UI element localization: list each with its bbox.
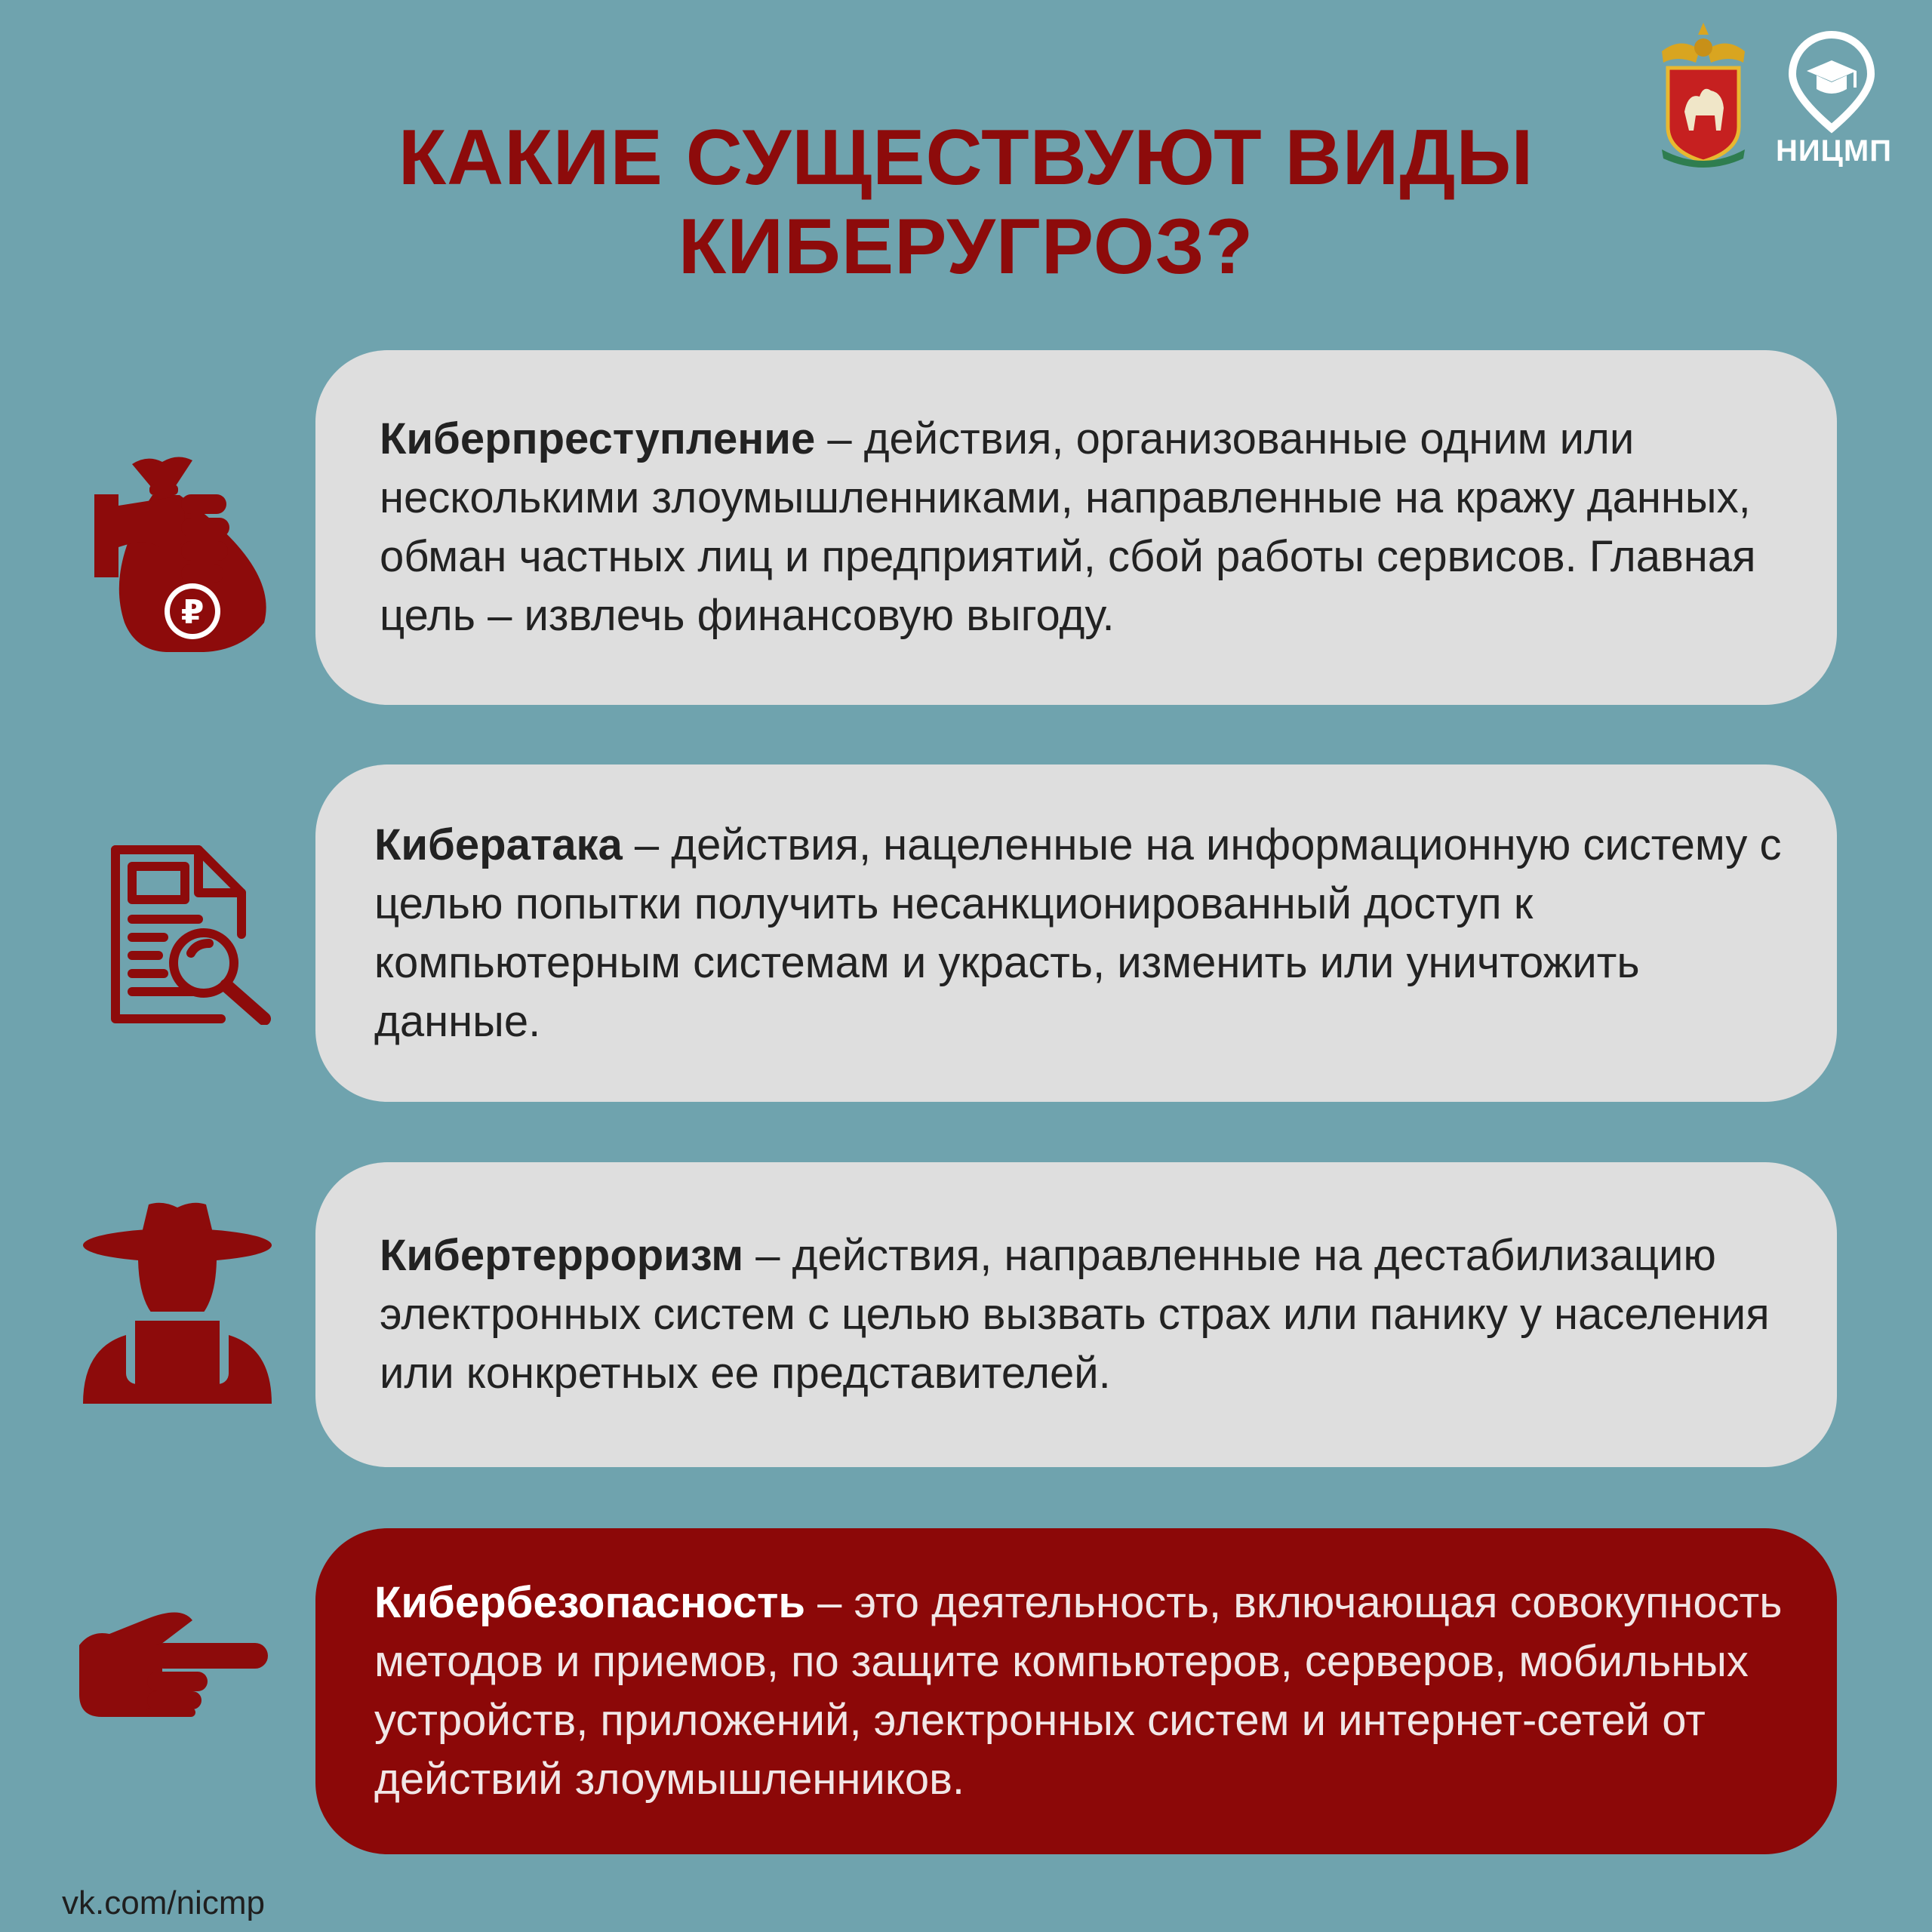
nicmp-logo bbox=[1760, 29, 1903, 180]
hand-money-bag-ruble-icon bbox=[91, 453, 272, 657]
card-cybersecurity bbox=[315, 1528, 1837, 1854]
term-label: Кибератака bbox=[374, 820, 623, 869]
card-cyberattack bbox=[315, 764, 1837, 1102]
hacker-laptop-icon bbox=[79, 1198, 275, 1404]
page-title bbox=[226, 113, 1706, 291]
card-text bbox=[380, 1226, 1792, 1403]
term-label: Кибертерроризм bbox=[380, 1231, 744, 1280]
nicmp-label: НИЦМП bbox=[1776, 134, 1892, 168]
police-coat-of-arms-icon bbox=[1654, 21, 1752, 172]
svg-text:₽: ₽ bbox=[180, 593, 205, 632]
card-cybercrime bbox=[315, 350, 1837, 705]
title-line-1: КАКИЕ СУЩЕСТВУЮТ ВИДЫ bbox=[398, 114, 1534, 202]
location-pin-graduation-cap-icon bbox=[1760, 29, 1903, 134]
pointing-hand-icon bbox=[79, 1604, 268, 1717]
definition-text: – это деятельность, включающая совокупность методов и приемов, по защите компьютеров, серверов, мобильных устройств, приложений, электронных систем и интернет-сетей от действий злоумышленников. bbox=[374, 1578, 1783, 1804]
card-text bbox=[374, 816, 1792, 1051]
card-cyberterrorism bbox=[315, 1162, 1837, 1467]
definition-text: – действия, направленные на дестабилизацию электронных систем с целью вызвать страх или панику у населения или конкретных ее представителей. bbox=[380, 1231, 1770, 1398]
document-magnifier-icon bbox=[109, 844, 279, 1025]
definition-text: – действия, нацеленные на информационную систему с целью попытки получить несанкционированный доступ к компьютерным системам и украсть, изменить или уничтожить данные. bbox=[374, 820, 1782, 1046]
term-label: Кибербезопасность bbox=[374, 1578, 806, 1627]
card-text bbox=[374, 1574, 1792, 1809]
footer-link[interactable]: vk.com/nicmp bbox=[62, 1884, 265, 1921]
title-line-2: КИБЕРУГРОЗ? bbox=[678, 203, 1254, 291]
logos bbox=[1654, 21, 1903, 172]
definition-text: – действия, организованные одним или несколькими злоумышленниками, направленные на кражу данных, обман частных лиц и предприятий, сбой работы сервисов. Главная цель – извлечь финансовую выгоду. bbox=[380, 414, 1756, 640]
card-text bbox=[380, 410, 1792, 645]
term-label: Киберпреступление bbox=[380, 414, 816, 463]
